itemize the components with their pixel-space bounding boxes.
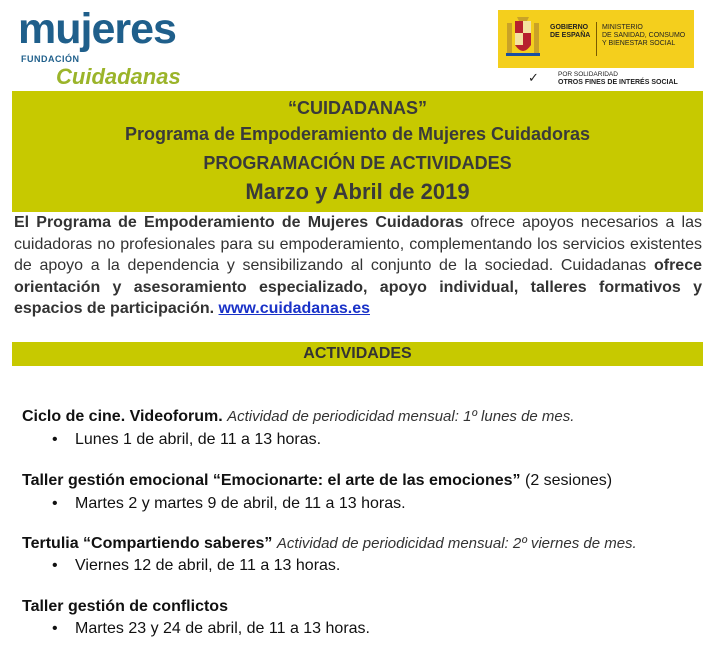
coat-of-arms-icon	[506, 15, 540, 63]
intro-text: ofrece apoyos necesarios a las cuidadoras no profesionales para su empoderamiento, complementando los servicios existentes de apoyo a la dependencia y sensibilizando al conjunto de la sociedad. Cuidadanas	[14, 214, 703, 274]
logo-cuidadanas-text: Cuidadanas	[56, 64, 181, 89]
activity-bullet	[52, 431, 321, 449]
banner-programacion: PROGRAMACIÓN DE ACTIVIDADES	[203, 153, 512, 173]
activity-date: Viernes 12 de abril, de 11 a 13 horas.	[75, 557, 341, 574]
activity-bullet	[52, 557, 340, 575]
activity-item	[22, 472, 712, 490]
ministerio-text: MINISTERIO DE SANIDAD, CONSUMO Y BIENESTAR SOCIAL	[602, 24, 686, 47]
activity-note: Actividad de periodicidad mensual: 1º lunes de mes.	[227, 408, 575, 425]
intro-bold-ofrece: ofrece orientación y asesoramiento especializado, apoyo individual, talleres formativos y espacios de participación.	[14, 257, 702, 317]
banner-cuidadanas: “CUIDADANAS”	[288, 98, 427, 118]
logo-mujeres-text: mujeres	[18, 5, 176, 53]
check-icon: ✓	[528, 70, 539, 85]
activity-extra: (2 sesiones)	[524, 472, 613, 489]
banner-programa: Programa de Empoderamiento de Mujeres Cuidadoras	[124, 124, 591, 144]
bullet-icon: •	[52, 495, 58, 512]
activity-item	[22, 535, 712, 553]
gobierno-text: GOBIERNO DE ESPAÑA	[550, 24, 591, 39]
website-link[interactable]: www.cuidadanas.es	[218, 300, 370, 317]
fundacion-mujeres-logo	[18, 5, 198, 89]
activity-title: Taller gestión emocional “Emocionarte: el arte de las emociones”	[22, 472, 521, 489]
activity-title: Tertulia “Compartiendo saberes”	[22, 535, 273, 552]
solidaridad-text: POR SOLIDARIDAD	[558, 71, 618, 78]
activity-title: Taller gestión de conflictos	[22, 598, 228, 615]
badge-divider	[596, 22, 597, 56]
activity-title: Ciclo de cine. Videoforum.	[22, 408, 223, 425]
activity-item	[22, 408, 712, 426]
activity-date: Martes 23 y 24 de abril, de 11 a 13 horas.	[75, 620, 370, 637]
activity-bullet	[52, 495, 406, 513]
intro-bold-programa: El Programa de Empoderamiento de Mujeres Cuidadoras	[14, 214, 464, 231]
banner-fecha: Marzo y Abril de 2019	[245, 179, 470, 204]
activity-item	[22, 598, 712, 616]
activity-bullet	[52, 620, 370, 638]
activity-note: Actividad de periodicidad mensual: 2º viernes de mes.	[276, 535, 637, 552]
intro-paragraph	[14, 212, 702, 320]
activity-date: Martes 2 y martes 9 de abril, de 11 a 13 horas.	[75, 495, 406, 512]
bullet-icon: •	[52, 431, 58, 448]
fines-text: OTROS FINES DE INTERÉS SOCIAL	[558, 79, 678, 86]
activities-header: ACTIVIDADES	[12, 342, 703, 366]
title-banner	[12, 91, 703, 212]
activity-date: Lunes 1 de abril, de 11 a 13 horas.	[75, 431, 322, 448]
bullet-icon: •	[52, 557, 58, 574]
bullet-icon: •	[52, 620, 58, 637]
gobierno-espana-badge	[498, 10, 694, 68]
logo-fundacion-text: FUNDACIÓN	[21, 54, 80, 64]
